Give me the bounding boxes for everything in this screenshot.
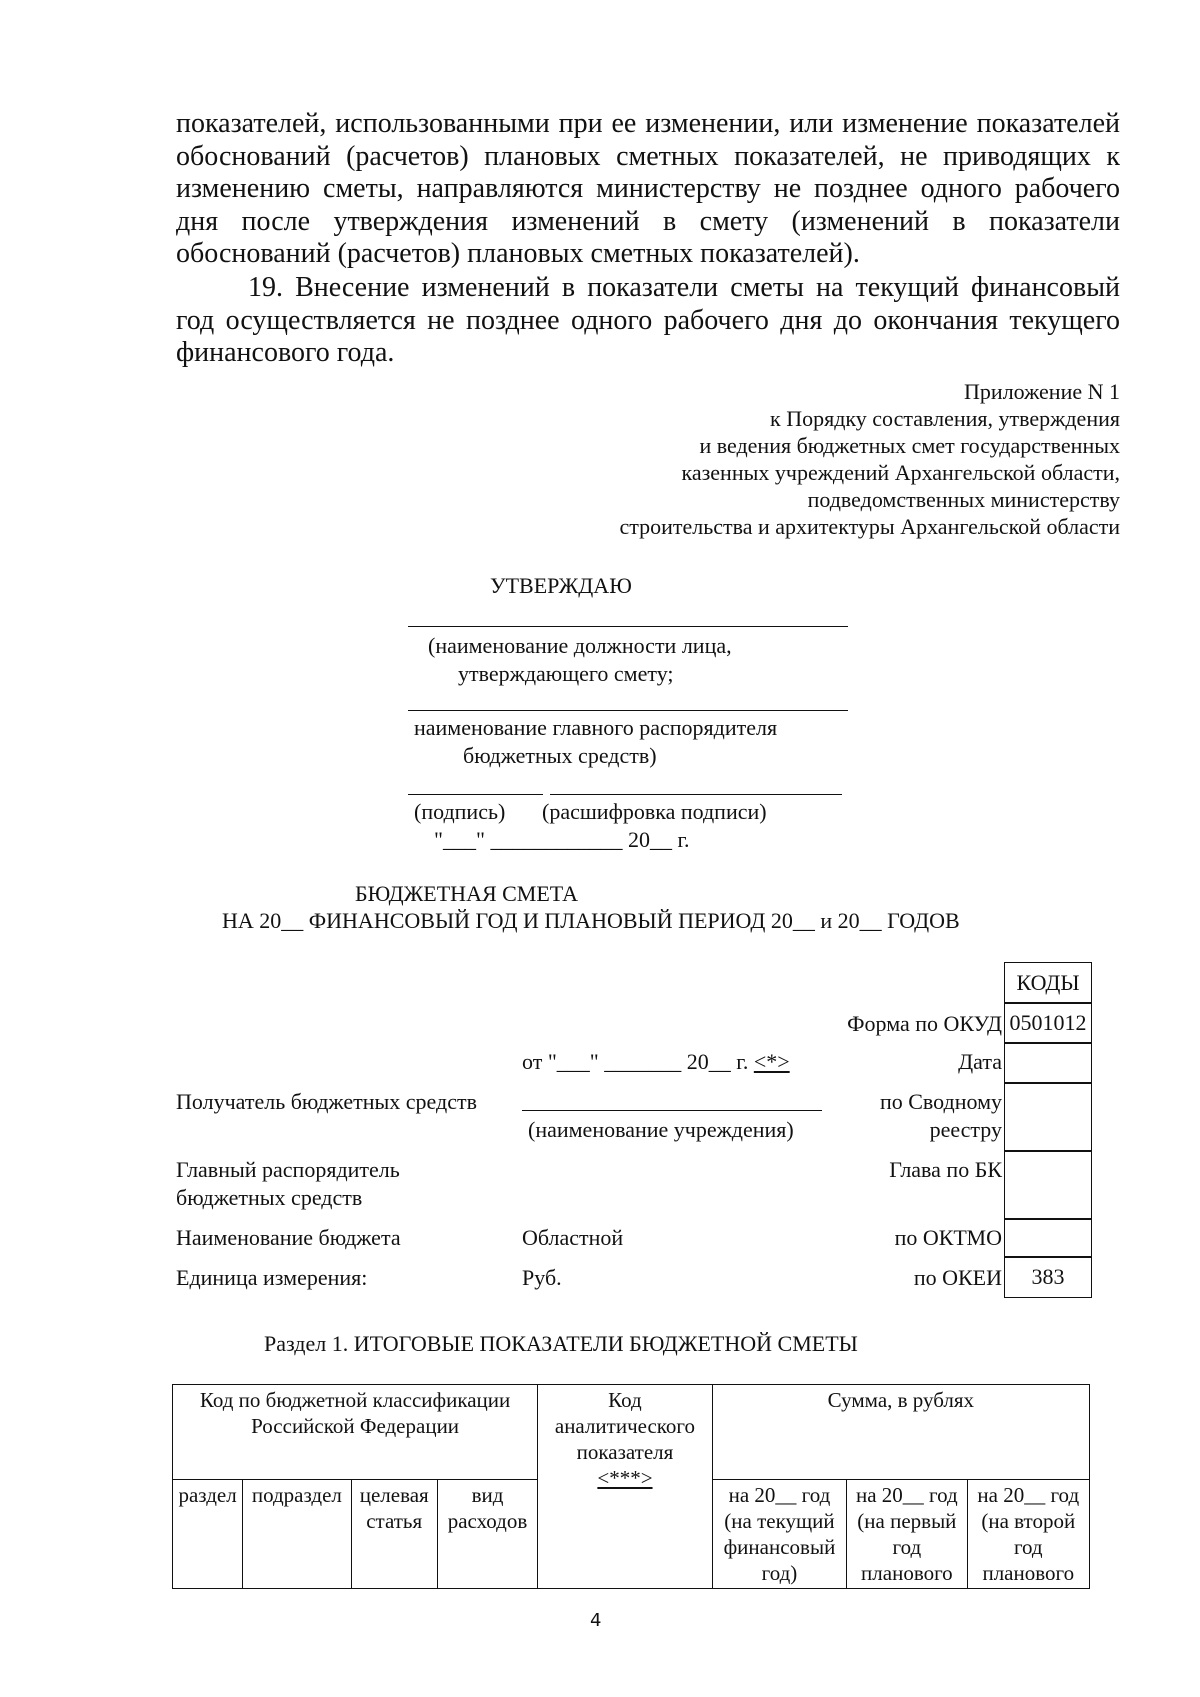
glava-cell: [1004, 1150, 1092, 1220]
col-year-first-plan: на 20__ год (на первый год планового: [847, 1480, 967, 1589]
date-label: Дата: [958, 1049, 1002, 1074]
position-caption-1: (наименование должности лица,: [428, 633, 732, 658]
approve-title: УТВЕРЖДАЮ: [490, 573, 632, 598]
page-number: 4: [590, 1610, 602, 1631]
budget-name-label: Наименование бюджета: [176, 1225, 401, 1250]
position-line: [408, 626, 848, 627]
col-vid: вид расходов: [437, 1480, 537, 1589]
signature-line: [408, 794, 543, 795]
budget-name-value: Областной: [522, 1225, 624, 1250]
form-date: [522, 1048, 790, 1075]
section-1-table: [172, 1384, 1090, 1589]
codes-header-text: КОДЫ: [1016, 970, 1080, 995]
svod-cell: [1004, 1082, 1092, 1152]
appendix-line: казенных учреждений Архангельской области,: [681, 460, 1120, 485]
oktmo-cell: [1004, 1218, 1092, 1258]
col-year-current: на 20__ год (на текущий финансовый год): [712, 1480, 846, 1589]
appendix-line: подведомственных министерству: [807, 487, 1120, 512]
manager-line: [408, 710, 848, 711]
svod-label-1: по Сводному: [879, 1089, 1002, 1114]
okei-cell: [1004, 1256, 1092, 1298]
analytic-code-line-2: аналитического показателя: [554, 1414, 696, 1464]
position-caption-2: утверждающего смету;: [458, 661, 674, 686]
text-line: изменению сметы, направляются министерству не позднее одного рабочего: [176, 173, 1120, 204]
appendix-line: строительства и архитектуры Архангельской области: [619, 514, 1120, 539]
okei-label: по ОКЕИ: [913, 1265, 1002, 1290]
text-line: показателей, использованными при ее изменении, или изменение показателей: [176, 108, 1120, 139]
appendix-line: к Порядку составления, утверждения: [770, 406, 1120, 431]
analytic-code-line-1: Код: [608, 1388, 642, 1412]
col-podrazdel: подраздел: [243, 1480, 351, 1589]
decode-caption: (расшифровка подписи): [542, 799, 767, 824]
appendix-header: [420, 378, 1120, 540]
glava-label: Глава по БК: [889, 1157, 1002, 1182]
institution-caption: (наименование учреждения): [528, 1117, 794, 1142]
main-manager-label-2: бюджетных средств: [176, 1185, 363, 1210]
col-razdel: раздел: [173, 1480, 243, 1589]
footnote-ref-link[interactable]: <*>: [753, 1049, 790, 1074]
recipient-label: Получатель бюджетных средств: [176, 1089, 477, 1114]
institution-line: [522, 1110, 822, 1111]
sum-header: Сумма, в рублях: [712, 1385, 1089, 1480]
text-line: год осуществляется не позднее одного рабочего дня до окончания текущего: [176, 304, 1120, 336]
col-year-second-plan: на 20__ год (на второй год планового: [967, 1480, 1089, 1589]
manager-caption-1: наименование главного распорядителя: [414, 715, 778, 740]
form-date-text: от "___" _______ 20__ г.: [522, 1049, 749, 1074]
text-line: обоснований (расчетов) плановых сметных показателей).: [176, 238, 860, 269]
appendix-line: Приложение N 1: [964, 379, 1120, 404]
text-line: финансового года.: [176, 337, 395, 368]
paragraph-19: [176, 272, 1120, 370]
doc-subtitle: НА 20__ ФИНАНСОВЫЙ ГОД И ПЛАНОВЫЙ ПЕРИОД 20__ и 20__ ГОДОВ: [222, 908, 960, 933]
doc-title: БЮДЖЕТНАЯ СМЕТА: [355, 881, 579, 906]
codes-header-cell: [1004, 962, 1092, 1004]
analytic-code-ref-link[interactable]: <***>: [597, 1466, 653, 1490]
bk-code-header: Код по бюджетной классификации Российской Федерации: [173, 1385, 538, 1480]
text-line: обоснований (расчетов) плановых сметных показателей, не приводящих к: [176, 140, 1120, 172]
okud-cell: [1004, 1002, 1092, 1044]
col-celevaya: целевая статья: [351, 1480, 437, 1589]
okud-value: 0501012: [1009, 1010, 1087, 1035]
main-manager-label-1: Главный распорядитель: [176, 1157, 400, 1182]
date-cell: [1004, 1042, 1092, 1084]
manager-caption-2: бюджетных средств): [463, 743, 657, 768]
unit-label: Единица измерения:: [176, 1265, 368, 1290]
okei-value: 383: [1031, 1264, 1065, 1289]
approve-date: "___" ____________ 20__ г.: [434, 827, 690, 852]
unit-value: Руб.: [522, 1265, 562, 1290]
okud-label: Форма по ОКУД: [847, 1011, 1002, 1036]
section-1-title: Раздел 1. ИТОГОВЫЕ ПОКАЗАТЕЛИ БЮДЖЕТНОЙ СМЕТЫ: [264, 1331, 858, 1356]
appendix-line: и ведения бюджетных смет государственных: [699, 433, 1120, 458]
analytic-code-header: [538, 1385, 713, 1589]
oktmo-label: по ОКТМО: [894, 1225, 1002, 1250]
svod-label-2: реестру: [929, 1117, 1002, 1142]
paragraph-18-continuation: [176, 108, 1120, 271]
decode-line: [550, 794, 842, 795]
text-line: дня после утверждения изменений в смету (изменений в показатели: [176, 205, 1120, 237]
signature-caption: (подпись): [414, 799, 506, 824]
text-line: 19. Внесение изменений в показатели сметы на текущий финансовый: [248, 272, 1120, 303]
